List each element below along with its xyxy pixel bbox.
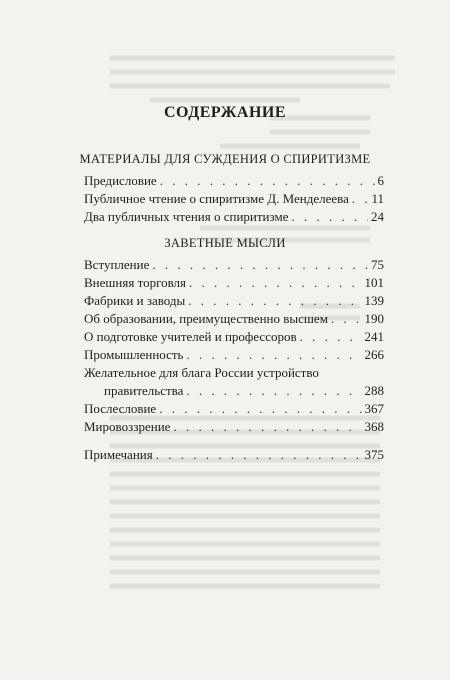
- toc-entry-label: Фабрики и заводы: [84, 293, 186, 308]
- toc-entry-label: Желательное для блага России устройство: [84, 365, 319, 380]
- dot-leader: [291, 209, 368, 225]
- toc-entry-page: 375: [364, 447, 384, 462]
- toc-entry[interactable]: [84, 445, 384, 463]
- toc-entry-page: 190: [364, 311, 384, 326]
- toc-entry-label: Два публичных чтения о спиритизме: [84, 209, 289, 224]
- toc-entry-page: 11: [371, 191, 384, 206]
- toc-entry[interactable]: [84, 189, 384, 207]
- toc-entry-label-continued: правительства: [104, 383, 184, 398]
- toc-entry-label: Предисловие: [84, 173, 157, 188]
- dot-leader: [189, 275, 361, 291]
- toc-entry-page: 24: [371, 209, 384, 224]
- section-title-materials: МАТЕРИАЛЫ ДЛЯ СУЖДЕНИЯ О СПИРИТИЗМЕ: [79, 152, 371, 166]
- dot-leader: [187, 347, 362, 363]
- section-title-cherished-thoughts: ЗАВЕТНЫЕ МЫСЛИ: [164, 236, 286, 250]
- toc-entry[interactable]: [84, 327, 384, 345]
- toc-entry-page: 288: [364, 383, 384, 398]
- dot-leader: [331, 311, 362, 327]
- toc-entry[interactable]: [84, 399, 384, 417]
- toc-entry-label: О подготовке учителей и профессоров: [84, 329, 297, 344]
- toc-entry-label: Вступление: [84, 257, 150, 272]
- dot-leader: [173, 419, 361, 435]
- toc-entry-label: Публичное чтение о спиритизме Д. Менделеева: [84, 191, 349, 206]
- toc-entry-page: 241: [364, 329, 384, 344]
- toc-entry[interactable]: [84, 291, 384, 309]
- toc-entry[interactable]: [84, 381, 384, 399]
- toc-entry-page: 101: [364, 275, 384, 290]
- toc-entry[interactable]: [84, 273, 384, 291]
- toc-entry[interactable]: [84, 171, 384, 189]
- toc-entry-page: 6: [377, 173, 384, 188]
- dot-leader: [188, 293, 361, 309]
- toc-entry-label: Об образовании, преимущественно высшем: [84, 311, 328, 326]
- contents-title: СОДЕРЖАНИЕ: [163, 104, 287, 121]
- dot-leader: [152, 257, 368, 273]
- toc-entry[interactable]: [84, 255, 384, 273]
- toc-entry[interactable]: [84, 309, 384, 327]
- toc-entry-label: Примечания: [84, 447, 153, 462]
- toc-entry[interactable]: [84, 345, 384, 363]
- dot-leader: [186, 383, 361, 399]
- toc-entry-label: Промышленность: [84, 347, 184, 362]
- toc-entry[interactable]: [84, 417, 384, 435]
- toc-entry-label: Послесловие: [84, 401, 157, 416]
- dot-leader: [159, 401, 361, 417]
- toc-entry-label: Мировоззрение: [84, 419, 171, 434]
- toc-entry-label: Внешняя торговля: [84, 275, 187, 290]
- toc-entry-first-line[interactable]: [84, 363, 384, 381]
- dot-leader: [160, 173, 375, 189]
- toc-entry-page: 75: [371, 257, 384, 272]
- toc-entry-page: 368: [364, 419, 384, 434]
- toc-entry[interactable]: [84, 207, 384, 225]
- dot-leader: [300, 329, 362, 345]
- toc-entry-page: 266: [364, 347, 384, 362]
- dot-leader: [156, 447, 362, 463]
- toc-entry-page: 367: [364, 401, 384, 416]
- toc-entry-page: 139: [364, 293, 384, 308]
- dot-leader: [352, 191, 369, 207]
